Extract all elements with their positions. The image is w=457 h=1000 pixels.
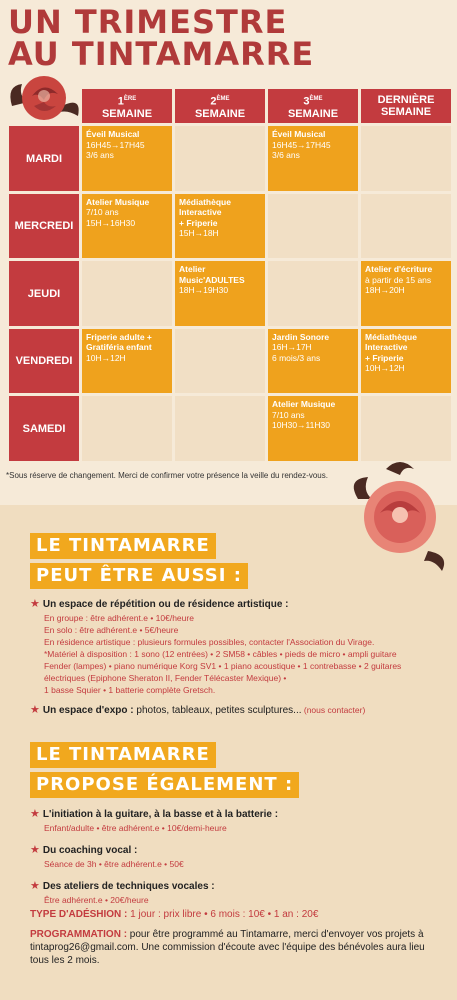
event-cell: Médiathèque Interactive + Friperie 10H→12H bbox=[361, 329, 451, 394]
event-cell: Atelier Music'ADULTES 18H→19H30 bbox=[175, 261, 265, 326]
list-item: ★ Un espace de répétition ou de résidence artistique : En groupe : être adhérent.e • 10€/heure En solo : être adhérent.e • 5€/heure En résidence artistique : plusieurs formules possibles, contacter l'Association du Virage. *Matériel à disposition : 1 sono (12 entrées) • 2 SM58 • câbles • pieds de micro • ampli guitare Fender (lampes) • piano numérique Korg SV1 • 1 piano acoustique • 1 contrebasse • 2 guitares électriques (Epiphone Sheraton II, Fender Télécaster Mexique) • 1 basse Squier • 1 batterie complète Gretsch. bbox=[30, 594, 430, 696]
event-cell: Médiathèque Interactive + Friperie 15H→18H bbox=[175, 194, 265, 259]
empty-cell bbox=[361, 194, 451, 259]
day-mercredi: MERCREDI bbox=[9, 194, 79, 259]
day-vendredi: VENDREDI bbox=[9, 329, 79, 394]
empty-cell bbox=[175, 126, 265, 191]
event-cell: Atelier d'écriture à partir de 15 ans 18H→20H bbox=[361, 261, 451, 326]
schedule-note: *Sous réserve de changement. Merci de confirmer votre présence la veille du rendez-vous. bbox=[6, 471, 328, 480]
empty-cell bbox=[175, 329, 265, 394]
heading-block-1 bbox=[30, 533, 248, 589]
empty-cell bbox=[82, 261, 172, 326]
item-detail: Fender (lampes) • piano numérique Korg SV1 • 1 piano acoustique • 1 contrebasse • 2 guitares bbox=[44, 661, 402, 671]
item-detail: Enfant/adulte • être adhérent.e • 10€/demi-heure bbox=[44, 823, 227, 833]
day-samedi: SAMEDI bbox=[9, 396, 79, 461]
day-jeudi: JEUDI bbox=[9, 261, 79, 326]
empty-cell bbox=[361, 126, 451, 191]
empty-cell bbox=[268, 261, 358, 326]
item-detail: Être adhérent.e • 20€/heure bbox=[44, 895, 149, 905]
section1-list bbox=[30, 594, 430, 722]
title-line-2: AU TINTAMARRE bbox=[8, 35, 315, 73]
item-detail: électriques (Epiphone Sheraton II, Fender Télécaster Mexique) • bbox=[44, 673, 287, 683]
item-detail: 1 basse Squier • 1 batterie complète Gretsch. bbox=[44, 685, 216, 695]
item-detail: En résidence artistique : plusieurs formules possibles, contacter l'Association du Virage. bbox=[44, 637, 375, 647]
empty-cell bbox=[361, 396, 451, 461]
item-detail: En solo : être adhérent.e • 5€/heure bbox=[44, 625, 179, 635]
item-detail: *Matériel à disposition : 1 sono (12 entrées) • 2 SM58 • câbles • pieds de micro • ampli guitare bbox=[44, 649, 397, 659]
item-detail: En groupe : être adhérent.e • 10€/heure bbox=[44, 613, 194, 623]
section-heading: LE TINTAMARRE bbox=[30, 533, 216, 559]
section-heading: LE TINTAMARRE bbox=[30, 742, 216, 768]
list-item: ★ Du coaching vocal : Séance de 3h • être adhérent.e • 50€ bbox=[30, 840, 430, 870]
section-heading: PEUT ÊTRE AUSSI : bbox=[30, 563, 248, 589]
event-cell: Atelier Musique 7/10 ans 10H30→11H30 bbox=[268, 396, 358, 461]
event-cell: Friperie adulte + Gratiféria enfant 10H→12H bbox=[82, 329, 172, 394]
event-cell: Jardin Sonore 16H→17H 6 mois/3 ans bbox=[268, 329, 358, 394]
list-item: ★ L'initiation à la guitare, à la basse et à la batterie : Enfant/adulte • être adhérent.e • 10€/demi-heure bbox=[30, 804, 430, 834]
schedule-table bbox=[6, 86, 454, 464]
event-cell: Éveil Musical 16H45→17H45 3/6 ans bbox=[268, 126, 358, 191]
star-icon: ★ bbox=[30, 704, 40, 716]
heading-block-2 bbox=[30, 742, 299, 798]
day-mardi: MARDI bbox=[9, 126, 79, 191]
week-header-2: 2ÈME SEMAINE bbox=[175, 89, 265, 123]
page-title bbox=[8, 3, 315, 73]
title-line-1: UN TRIMESTRE bbox=[8, 3, 288, 41]
event-cell: Atelier Musique 7/10 ans 15H→16H30 bbox=[82, 194, 172, 259]
empty-cell bbox=[175, 396, 265, 461]
item-detail: Séance de 3h • être adhérent.e • 50€ bbox=[44, 859, 184, 869]
section2-list bbox=[30, 804, 430, 910]
week-header-1: 1ÈRE SEMAINE bbox=[82, 89, 172, 123]
membership-rates: TYPE D'ADÉSHION : 1 jour : prix libre • 6 mois : 10€ • 1 an : 20€ bbox=[30, 909, 319, 920]
list-item: ★ Des ateliers de techniques vocales : Être adhérent.e • 20€/heure bbox=[30, 876, 430, 906]
week-header-3: 3ÈME SEMAINE bbox=[268, 89, 358, 123]
empty-cell bbox=[82, 396, 172, 461]
empty-cell bbox=[268, 194, 358, 259]
section-heading: PROPOSE ÉGALEMENT : bbox=[30, 772, 299, 798]
table-corner bbox=[9, 89, 79, 123]
list-item: ★ Un espace d'expo : photos, tableaux, petites sculptures... (nous contacter) bbox=[30, 704, 366, 716]
star-icon: ★ bbox=[30, 598, 40, 610]
event-cell: Éveil Musical 16H45→17H45 3/6 ans bbox=[82, 126, 172, 191]
star-icon: ★ bbox=[30, 808, 40, 820]
star-icon: ★ bbox=[30, 880, 40, 892]
week-header-last: DERNIÈRE SEMAINE bbox=[361, 89, 451, 123]
star-icon: ★ bbox=[30, 844, 40, 856]
programming-info: PROGRAMMATION : pour être programmé au Tintamarre, merci d'envoyer vos projets à tintaprog26@gmail.com. Une commission d'écoute avec l'équipe des bénévoles aura lieu tous les 2 mois. bbox=[30, 929, 425, 966]
